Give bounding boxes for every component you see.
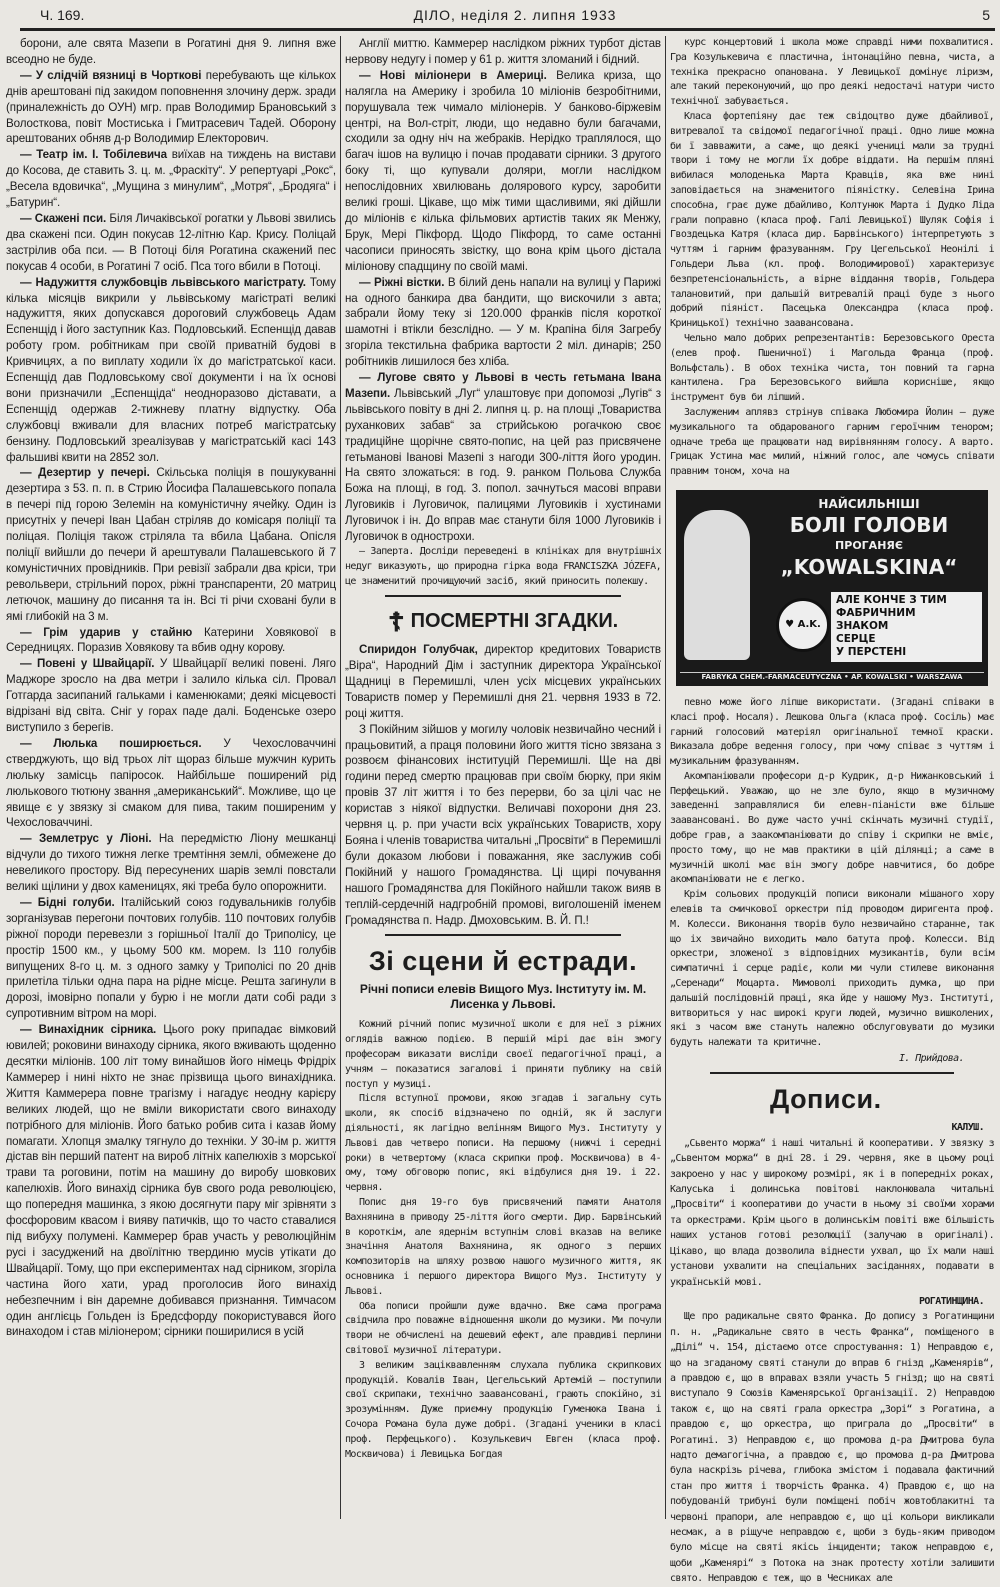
news-item-text: борони, але свята Мазепи в Рогатині дня 9. липня вже всеодно не буде. bbox=[6, 37, 336, 66]
news-item: Після вступної промови, якою згадав і загальну суть школи, як спосіб відзначено по одній, як й заслуги діяльності, як лагідно велінням Вищого Муз. Інституту у Львові дав четверо пописи. На першому (нижчі і середні роки) в четвертому (класа скрипки проф. Москвичова) в 4-ому, тому обговорю попис, які відбулися дня 19. і 22. червня. bbox=[345, 1093, 661, 1194]
correspondence bbox=[670, 1120, 994, 1586]
divider bbox=[385, 934, 621, 936]
ad-brand: „KOWALSKINA“ bbox=[780, 554, 958, 579]
news-item-text: Італійський союз годувальників голубів зорганізував перегони почтових голубів. 110 почтових голубів ріжної породи перевезли з горішньої Італії до Триполісу, це простір 1500 км., у цьому 500 км. морем. Із 110 голубів випущених 8-го ц. м. з одного замку у Триполісі по 20 днів прилетіла тільки одна пара на рідне місце. Решта загинули в дорозі, імовірно попали у бурю і не могли дати собі ради з супротивним вітром на морі. bbox=[6, 895, 336, 1021]
ad-slogan-line: ФАБРИЧНИМ bbox=[836, 606, 916, 619]
news-item bbox=[345, 370, 661, 545]
ad-slogan-line: АЛЕ КОНЧЕ З ТИМ bbox=[836, 593, 947, 606]
news-item: Крім сольових продукцій пописи виконали мішаного хору елевів та смичкової оркестри під проводом диригента проф. М. Колесси. Виконання творів було незвичайно старанне, так що іх звичайно виходить мало батута проф. Колесси. Від оркестри, зложеної з відповідних музикантів, були всім симпатичні і серце радіє, коли ми чули стилеве виконання „Серенади“ Моцарта. Мимоволі приходить думка, що при дальшій послідовній праці, яка йде у нашому Муз. Інституті, витвориться у нас широкі круги людей, музично вишколених, які з часом вже стануть належно обслуговувати до музики будуть належати та критичне. bbox=[670, 889, 994, 1049]
dopys-place: РОГАТИНЩИНА. bbox=[918, 1295, 984, 1307]
cross-icon: ☦ bbox=[387, 607, 405, 638]
news-item-text: Цього року припадає вімковий ювилей; роковини винаходу сірника, якого вживають щоденно десятки міліонів. 100 літ тому винайшов його німець Фрідріх Каммерер і нині ніхто не знає прізвища цього винахідника. Життя Каммерера повне трагізму і нагадує неодну карієру великих людей, що не вміли використати свого винаходу потрібного для міліонів. Його батько робив сита і казав йому помагати. Хлопця змалку тягнуло до техніки. У 30-ім р. життя дістав він перший патент на вироб літніх капелюхів з морської трави та роговини, потім на машину до виробу шовкових капелюхів. Його винахід сірника був свого рода революцією, що попередня машинка, з якою досягнути пару міг зрівняти з фосфоровим квасом і вияву патичків, що то часто ставалися під вибуху полумені. Каммерер брав участь у революційнім русі і засуджений на двоїлітню твердиню мусів утікати до Швайцарії. Тому, що при експериментах над сірником, згоріла частина його хати, урад проголосив його винахід небезпечним і він даремне добивався признання. Тимчасом один англієць Гольден із Бредсфорду покористувався його винаходом і став міліонером; сірники поширилися в усій bbox=[6, 1023, 336, 1339]
news-item-text: У Чехословаччині стверджують, що від трьох літ щораз більше мужчин курить люльку замісць папіросок. Найбільше поширений рід люлькового тютюну звання „американський“. Можливе, що це явище є у звязку зі смаком для пива, таким поширеним у Чехословаччині. bbox=[6, 736, 336, 830]
news-item-heading: — Землетрус у Ліоні. bbox=[20, 832, 152, 846]
news-item-heading: — Бідні голуби. bbox=[20, 895, 115, 909]
dopys-paragraph: Ще про радикальне свято Франка. До допису з Рогатинщини п. н. „Радикальне свято в честь Франка“, поміщеного в „Ділі“ ч. 154, дістаємо отсе спростування: 1) Неправдою є, що на згаданому святі станули до вправ 6 гнізд „Каменярів“, а правдою є, що в вправах взяли участь 5 гнізд; що на святі виступало 9 Союзів Каменярської Організації. 2) Неправдою також є, що на святі грала оркестра „Зорі“ з Рогатина, а правдою є, що оркестра, що приграла до „Просвіти“ в Рогатині. 3) Неправдою є, що промова д-ра Дмитрова була надто демагогічна, а правдою є, що промова д-ра Дмитрова була наскрізь річева, глибока змістом і подавала фактичний стан про життя і творчість Франка. 4) Правдою є, що на побудованій трибуні були поміщені побіч жовтоблакитні та червоні прапори, але неправдою є, що ці кольори викликали несмак, а в ріщуче неправдою є, щоби з будь-яким приводом було місце на святі якісь інциденти; також неправдою є, щоби „Каменярі“ з Потока на знак протесту хотіли залишити свято. Неправдою є теж, що в Чесниках але bbox=[670, 1311, 994, 1585]
issue-number: Ч. 169. bbox=[40, 7, 85, 23]
divider bbox=[710, 1072, 954, 1074]
dopys-place: КАЛУШ. bbox=[951, 1122, 984, 1134]
news-item bbox=[6, 736, 336, 831]
news-item bbox=[6, 68, 336, 148]
heart-ring-trademark-icon: ♥ A.K. bbox=[776, 598, 830, 652]
news-item: курс концертовий і школа може справді ними похвалитися. Гра Козулькевича є пластична, інтонаційно певна, чиста, а техніка прекрасно опанована. У Левицької домінує ліризм, але такий переконуючий, що про деякі недостачі натури чисто технічної забувається. bbox=[670, 37, 994, 108]
page-number: 5 bbox=[982, 7, 990, 23]
ad-line: ПРОГАНЯЄ bbox=[835, 538, 903, 552]
news-item bbox=[6, 625, 336, 657]
news-item: З великим заціквавленням слухала публика скрипкових продукцій. Ковалів Іван, Цегельський Артемій — поступили свої скрипаки, технічно заавансовані, грають спокійно, зі зрозумінням. Дуже приємну продукцію Гуменюка Івана і Сочора Романа була дуже добрі. (Згадані ученики в класі проф. Перфецького). Козулькевич Евген (класа проф. Москвичова) і Левицька Богдая bbox=[345, 1359, 661, 1460]
news-item: Акомпаніювали професори д-р Кудрик, д-р Нижанковський і Перфецький. Уважаю, що не зле було, якщо в музичному заведенні заправлялися би елевн-піаністи вже більше заавансовані. Во дуже часто учні скінчать музичні студії, добре грав, а заакомпаніювати до співу і скрипки не вміє, просто тому, що не мав практики в цій ділянці; а саме в музичній школі має він змогу добре навчитися, бо добре акомпаніювати не є легко. bbox=[670, 770, 994, 886]
news-item: Оба пописи пройшли дуже вдачно. Вже сама програма свідчила про поважне відношення школи до музики. Ми почули твори не обчислені на дешевий ефект, але правдиві перлини світової музичної літератури. bbox=[345, 1300, 661, 1356]
news-item bbox=[345, 275, 661, 370]
news-item-text: Скільська поліція в пошукуванні дезертира з 53. п. п. в Стрию Йосифа Палашевського попала в печері під горою Зелемін на комуністичну ячейку. Один із присутніх у печері Іван Цабан стріляв до комісаря поліції та поліцая. Поліція також стріляла та вбила Цабана. Опісля поліції вийшли до печери й арештували Палашевського й 7 комуністичних провідників. При ревізії забрали два кріси, три револьвери, стрільний порох, ріжні транспаренти, 20 матриц летючок, машину до писання та ін. Всі ті річи сховані були в ямі глибокій на 3 м. bbox=[6, 466, 336, 623]
news-item-text: Велика криза, що налягла на Америку і зробила 10 міліонів безробітними, порушувала теж чимало міліонерів. У банково-біржевім центрі, на Вол-стріт, люди, що недавно були багачами, сходили за одну ніч на жебраків. Нерідко траплялося, що багач ішов на вулицю і почав продавати сірники. З другого боку ті, що купували доляри, могли наслідком непослідовних хвилювань долярового курсу, заробити великі гроші. Цікаве, що між тими щасливими, які дійшли до міліонів є кілька фільмових артистів таких як Менжу, Брук, Мері Пікфорд. Щодо Пікфорд, то саме останні часописи приносять звістку, що вона крім цього дістала міліонову спадщину по своїй мамі. bbox=[345, 68, 661, 273]
news-item bbox=[345, 68, 661, 275]
news-item: Заслуженим аплявз стрінув співака Любомира Йолин — дуже музикального та обдарованого гарним героїчним тенором; одначе треба ще працювати над вирівнянням голосу. А варто. Грицак Устина має милий, ніжний голос, але чомусь співати правним тоном, хоча на bbox=[670, 406, 994, 478]
news-item: Кожний річний попис музичної школи є для неї з ріжних оглядів важною подією. В першій мірі дає він змогу професорам виказати висліди своєї педагогічної праці, а учням — показатися загалові і приняти публику на свій поступ у музиці. bbox=[345, 1019, 661, 1090]
newspaper-title: ДІЛО, bbox=[413, 7, 456, 23]
news-item: певно може його ліпше використати. (Згадані співаки в класі проф. Носаля). Лешкова Ольга (класа проф. Сосіль) має гарний голосовий матеріял оригінальної темної краски. Виказала добре ведення голосу, при чому співає з чуттям і музикальним фразуванням. bbox=[670, 696, 994, 768]
news-item bbox=[6, 36, 336, 68]
news-item-heading: — Грім ударив у стайню bbox=[20, 625, 193, 639]
news-item-heading: — Нові міліонери в Америці. bbox=[359, 68, 547, 82]
news-item-heading: — У слідчій вязниці в Чорткові bbox=[20, 68, 202, 82]
divider bbox=[385, 595, 621, 597]
masthead-rule bbox=[20, 28, 995, 31]
news-item-text: З Покійним зійшов у могилу чоловік незвичайно чесний і працьовитий, а праця половини його життя тісно звязана з розвоєм фінансових інституцій Перемишлі. Ще на дві години перед смертю працював при своїм бюрку, при якім провів 37 літ життя і то без перерви, бо за цілі час не користав з ніякої відпустки. Величаві похорони дня 23. червня ц. р. при участи всіх українських Товариств, хору Бояна і членів товариства читальні „Просвіти“ в Перемишлі були доказом любови і поважання, яке заслужив собі Покійний у нашого Громадянства. Ці щирі почування нашого Громадянства для Покійного найшли також вияв в теплій-сердечній надгробній промові, виголошеній іменем Громадянства п. Надр. Дмоховським. В. Й. П.! bbox=[345, 722, 661, 927]
ad-slogan bbox=[836, 594, 980, 659]
news-item: Попис дня 19-го був присвячений памяти Анатоля Вахнянина в приводу 25-ліття його смерти. Дир. Барвінський в короткім, але ядернім вступнім слові вказав на велике значіння Анатоля Вахнянина, як одного з перших композиторів на шляху розвою нашого музичного життя, як основника і першого директора Вищого Муз. Інституту у Львові. bbox=[345, 1196, 661, 1297]
issue-date: неділя 2. липня 1933 bbox=[460, 7, 617, 23]
news-item-text: Катерини Ховякової в Середницях. Поразив Ховякову та вбив одну корову. bbox=[6, 625, 336, 655]
news-item: Класа фортепіяну дає теж свідоцтво дуже дбайливої, витревалої та свідомої педагогічної праці. Одно лише можна би ї завважити, а саме, що деякі учениці мали за трудні твори і тому не могли їх добре віддати. На першім пляні вибилася молоденька Марта Кравців, яка вже нині заповідається на знаменитого піяністку. Селевіна Ірина способна, грає дуже дбайливо, Колтунюк Марта і Дудко Ліда грали поправно (класа проф. Галі Левицької) Шуляк Софія і Гвоздецька Катря (класа дир. Барвінського) інтерпретують з чуттям і гарним фразуванням. Гру Цегельської Неонілі і Гольдери Льва (кл. проф. Володимирової) характеризує безпретенсіональність, а вірне віддання творів, Гольдера талановитий, при дальшій витревалій праці буде з нього добрий піяніст. Пасецька Олександра (класа проф. Криницької) технічно заавансована. bbox=[670, 110, 994, 330]
news-item-text: виїхав на тиждень на вистави до Косова, де ставить 3. ц. м. „Фраскіту“. У репертуарі „Рокс“, „Весела вдовичка“, „Мущина з минулим“, „Мотря“, „Бродяга“ і „Батурин“. bbox=[6, 148, 336, 210]
article-signature: І. Прийдова. bbox=[898, 1053, 964, 1065]
man-illustration bbox=[684, 510, 750, 660]
news-item-heading: — Театр ім. І. Тобілевича bbox=[20, 148, 167, 162]
news-item bbox=[6, 465, 336, 624]
news-item-heading: — Надужиття службовців львівського магістрату. bbox=[20, 275, 306, 289]
news-item bbox=[345, 545, 661, 589]
news-item-heading: — Ріжні вістки. bbox=[359, 275, 445, 289]
news-item bbox=[345, 722, 661, 929]
news-item-heading: — Люлька поширюється. bbox=[20, 736, 202, 750]
column-divider bbox=[340, 36, 341, 1519]
news-item-heading: — Лугове свято у Львові в честь гетьмана Івана Мазепи. bbox=[345, 371, 661, 400]
column-1 bbox=[6, 36, 336, 1340]
news-item-text: Біля Личаківської рогатки у Львові звились два скажені пси. Один покусав 12-літню Кар. Крису. Поліцай застрілив оба пси. — В Потоці біля Рогатина скажений пес покусав 4 особи, в Рогатині 7 осіб. Пса того вбили в Потоці. bbox=[6, 211, 336, 273]
column-3 bbox=[670, 36, 994, 1587]
news-item-text: Тому кілька місяців викрили у львівському магістраті великі надужиття, яких допускався дороговий службовець Адам Еспенщід і його заступник Каз. Подловський. Еспенщід давав роботу гром. робітникам при своїй приватній будові в Кривчицях, а по виплату ходили їх до магістратської каси. Еспенщід дав Подловському свої документи і на їх основі вони призначили „Еспенщіда“ неодноразово діставати, а Еспенщід одержав 2-тижневу платну відпустку. Оба службовці вживали для власних потреб магістратську бензину. Подловський зреалізував у магістратській касі 143 фальшиві квити на 2852 зол. bbox=[6, 275, 336, 464]
ad-headline: БОЛІ ГОЛОВИ bbox=[789, 512, 949, 537]
concert-review bbox=[670, 36, 994, 480]
news-item-text: Львівський „Луг“ улаштовує при допомозі „Лугів“ з львівського повіту в дні 2. липня ц. р. на площі „Товариства руханкових забав“ за стрийською рогачкою своє традиційне щорічне свято-попис, на цей раз присвячене гетьманові Іванові Мазепі з нагоди 300-ліття його уродин. На свято зложаться: в год. 9. ранком Польова Служба Божа на площі, в год. 3. попол. зачнуться масові вправи Луговиків і Луговичок, палицями Луговиків і хустинами Луговичок і ін. До вправ має станути біля 1000 Луговиків і Луговичок в однострохи. bbox=[345, 386, 661, 544]
news-item-text: перебувають ще кількох днів арештовані під закидом поповнення злочину держ. зради (приналежність до ОУН) мгр. прав Володимир Брановський з Волосткова, повіт Мостиська і Гмитрасевич Тадей. Оборону арештованих обняв д-р Володимир Електорович. bbox=[6, 68, 336, 146]
column-divider bbox=[665, 36, 666, 1519]
stage-article bbox=[345, 1018, 661, 1462]
news-item-heading: — Скажені пси. bbox=[20, 211, 107, 225]
news-item-text: В білий день напали на вулиці у Парижі на одного банкира два бандити, що вискочили з авта; забрали йому теку зі 120.000 франків після короткої шамотні і втікли безслідно. — У м. Крапіна біля Загребу згоріла текстильна фабрика вартости 2 міл. динарів; 250 робітників лишилося без хліба. bbox=[345, 275, 661, 369]
news-item: Чельно мало добрих репрезентантів: Березовського Ореста (елев проф. Пшеничної) і Магольда Франца (проф. Вольфсталь). В обох техніка чиста, тон повний та гарна кантилена. Гра Березовського вийшла корисніше, якщо інструмент був би ліпший. bbox=[670, 332, 994, 404]
kowalskina-advertisement bbox=[676, 490, 988, 686]
ad-slogan-line: СЕРЦЕ bbox=[836, 632, 876, 645]
news-item bbox=[6, 275, 336, 466]
news-item-text: директор кредитових Товариств „Віра“, Народний Дім і заступник директора Української Щадниці в Перемишлі, член усіх місцевих українських Товариств помер у Перемишлі дня 21. червня 1933 в 72. році життя. bbox=[345, 643, 661, 720]
ad-headlines bbox=[756, 496, 982, 581]
news-item-text: Англії миттю. Каммерер наслідком ріжних турбот дістав нервову недугу і помер у 61 р. життя зломаний і бідний. bbox=[345, 37, 661, 66]
news-item bbox=[6, 656, 336, 736]
news-item bbox=[6, 831, 336, 895]
masthead bbox=[40, 4, 990, 26]
news-item bbox=[6, 211, 336, 275]
news-item bbox=[6, 147, 336, 211]
obituaries-heading: ☦ ПОСМЕРТНІ ЗГАДКИ. bbox=[387, 607, 619, 638]
stage-subtitle: Річні пописи елевів Вищого Муз. Інституту ім. М. Лисенка у Львові. bbox=[359, 982, 647, 1012]
news-item bbox=[6, 895, 336, 1022]
news-item bbox=[6, 1022, 336, 1340]
ad-slogan-line: ЗНАКОМ bbox=[836, 619, 889, 632]
news-item-text: На передмістю Ліону мешканці відчули до тихого тижня легке тремтіння землі, обмежене до невеликого простору. Від пересунених шарів землі повстали великі щілини у двох каменицях, які треба було опорожнити. bbox=[6, 832, 336, 894]
news-item-heading: — Дезертир у печері. bbox=[20, 466, 150, 480]
obituaries bbox=[345, 642, 661, 928]
dopys-paragraph: „Сьвенто моржа“ і наші читальні й кооперативи. У звязку з „Сьвентом моржа“ в дні 28. і 29. червня, яке в цьому році закроено у нас у широкому розмірі, як і в попередніх роках, Калуська і долинська повітові наклонювала читальні „Просвіти“ і кооперативи до участи в ньому зі своїми хорами та оркестрами. Крім цього в долинськім повіті вже більшість наших установ готові резолюції (залучаю в оригіналі). Цікаво, що влада дозволила віднести ухвал, що їх мали наші установи ухвалити на спеціальних засіданнях, подавати в українській мові. bbox=[670, 1137, 994, 1288]
news-item-text: — Заперта. Досліди переведені в клініках для внутрішніх недуг виказують, що природна гірка вода FRANCISZKA JÓZEFA, це знаменитий прочищуючий засіб, який приносить полекшу. bbox=[345, 546, 661, 587]
news-item bbox=[345, 642, 661, 722]
news-item bbox=[345, 36, 661, 68]
news-items bbox=[345, 36, 661, 589]
column-2 bbox=[345, 36, 661, 1462]
news-item-heading: Спиридон Голубчак, bbox=[359, 643, 478, 657]
concert-review-continued bbox=[670, 696, 994, 1051]
stage-heading: Зі сцени й естради. bbox=[368, 946, 638, 977]
ad-slogan-line: У ПЕРСТЕНІ bbox=[836, 645, 907, 658]
ad-line: НАЙСИЛЬНІШІ bbox=[818, 496, 920, 511]
dopysy-heading: Дописи. bbox=[770, 1084, 882, 1115]
news-item-heading: — Повені у Швайцарії. bbox=[20, 657, 155, 671]
news-item-heading: — Винахідник сірника. bbox=[20, 1023, 157, 1037]
ad-footer: FABRYKA CHEM.-FARMACEUTYCZNA • AP. KOWALSKI • WARSZAWA bbox=[680, 672, 984, 682]
news-item-text: У Швайцарії великі повені. Ляго Маджоре зросло на два метри і залило кілька сіл. Провал Готгарда засипаний гальками і каменюками; деякі місцевості відрізані від світа. Сніг у горах паде далі. Боденське озеро виступило з берегів. bbox=[6, 657, 336, 734]
